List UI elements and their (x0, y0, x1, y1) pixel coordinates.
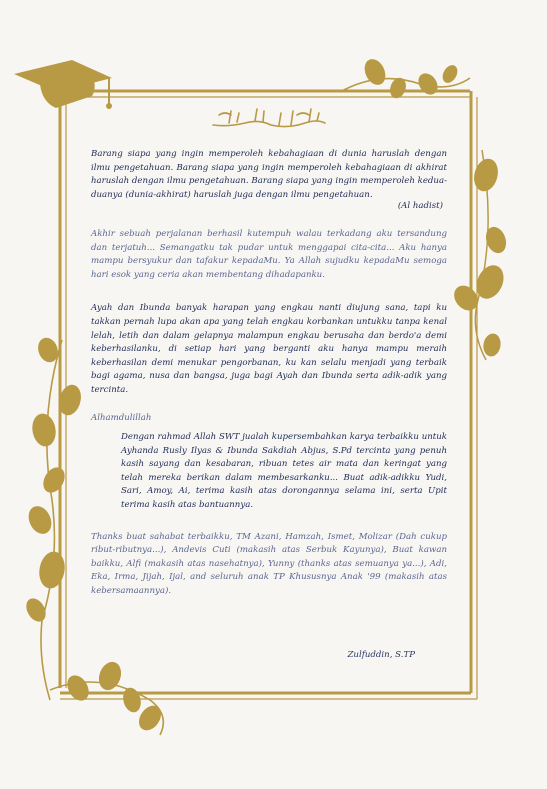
author-signature: Zulfuddin, S.TP (347, 649, 415, 660)
vine-leaves-right-icon (450, 150, 509, 360)
reflection-paragraph: Akhir sebuah perjalanan berhasil kutempuh walau terkadang aku tersandung dan terjatuh... Semangatku tak pudar untuk menggapai cita-cita... Aku hanya mampu bersyukur dan tafakur kepadaMu. Ya Allah sujudku kepadaMu semoga hari esok yang ceria akan membentang dihadapanku. (91, 228, 447, 280)
graduation-cap-icon (14, 60, 112, 109)
alhamdulillah-heading: Alhamdulillah (91, 412, 152, 423)
hadith-source: (Al hadist) (397, 201, 443, 212)
thanks-paragraph: Thanks buat sahabat terbaikku, TM Azani, Hamzah, Ismet, Molizar (Dah cukup ribut-ributnya...), Andevis Cuti (makasih atas Serbuk Kayunya), Buat kawan baikku, Alfi (makasih atas nasehatnya), Yunny (thanks atas semuanya ya...), Adi, Eka, Irma, Jijah, Ijal, and seluruh anak TP Khususnya Anak '99 (makasih atas kebersamaannya). (91, 531, 447, 597)
parents-paragraph: Ayah dan Ibunda banyak harapan yang engkau nanti diujung sana, tapi ku takkan pernah lupa akan apa yang telah engkau korbankan untukku tanpa kenal lelah, letih dan dalam gelapnya malampun engkau berusaha dan berdo'a demi keberhasilanku, di setiap hari yang berganti aku hanya mampu meraih keberhasilan demi menukar pengorbanan, ku kan selalu menjadi yang terbaik bagi agama, nusa dan bangsa, juga bagi Ayah dan Ibunda serta adik-adik yang tercinta. (91, 303, 447, 395)
hadith-quote: Barang siapa yang ingin memperoleh kebahagiaan di dunia haruslah dengan ilmu pengetahuan. Barang siapa yang ingin memperoleh kebahagiaan di akhirat haruslah dengan ilmu pengetahuan. Barang siapa yang ingin memperoleh kedua-duanya (dunia-akhirat) haruslah juga dengan ilmu pengetahuan. (91, 149, 447, 200)
vine-leaves-left-icon (23, 336, 83, 700)
dedication-paragraph: Dengan rahmad Allah SWT jualah kupersembahkan karya terbaikku untuk Ayhanda Rusly Ilyas & Ibunda Sakdiah Abjus, S.Pd tercinta yang penuh kasih sayang dan kesabaran, ribuan tetes air mata dan keringat yang telah mereka berikan dalam membesarkanku... Buat adik-adikku Yudi, Sari, Amoy, Ai, terima kasih atas dorongannya selama ini, serta Upit terima kasih atas bantuannya. (121, 432, 447, 511)
dedication-content (91, 105, 447, 662)
vine-leaves-top-right-icon (340, 56, 470, 99)
vine-leaves-bottom-icon (50, 659, 165, 735)
bismillah-calligraphy (209, 105, 329, 131)
